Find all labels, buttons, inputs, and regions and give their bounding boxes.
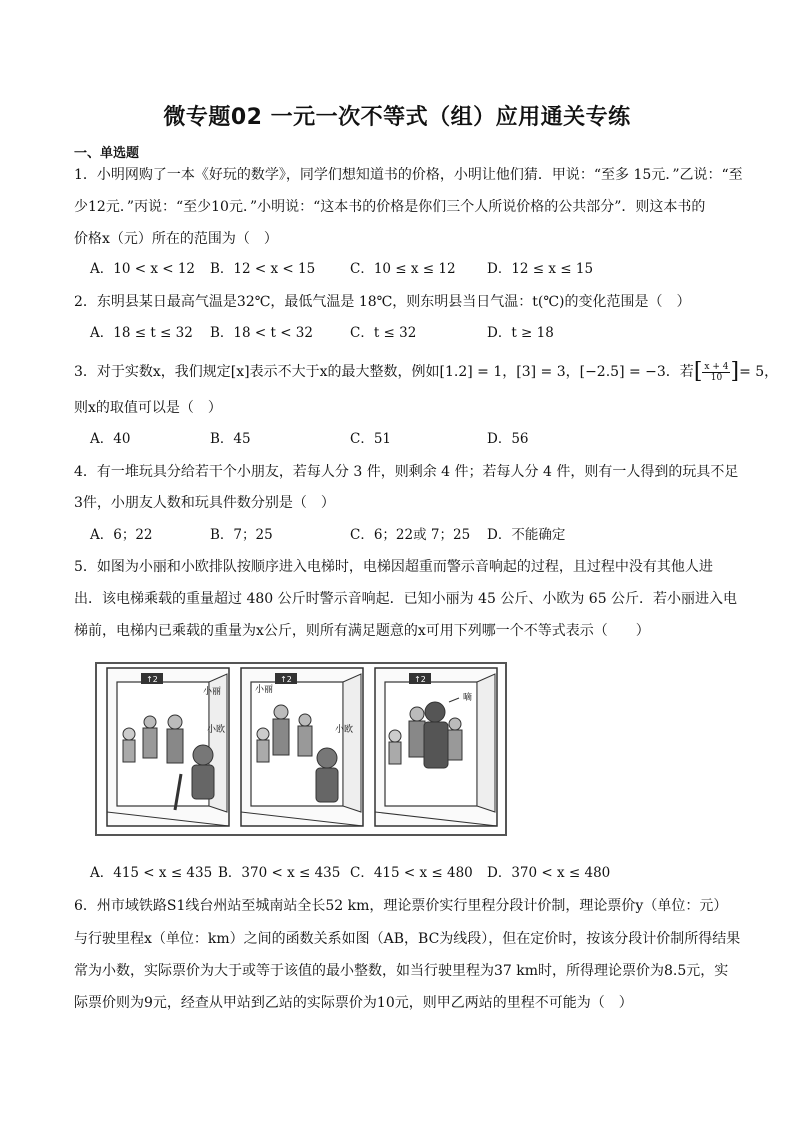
elevator-comic-figure [95, 662, 507, 836]
q4-option-b: B．7；25 [210, 527, 273, 543]
q3-fraction [702, 362, 730, 383]
q6-line-1: 6．州市域铁路S1线台州站至城南站全长52 km，理论票价实行里程分段计价制，理论票价y（单位：元） [74, 898, 728, 914]
figure-label-xiaoou-2: 小欧 [335, 725, 354, 735]
q5-option-c: C．415 < x ≤ 480 [350, 865, 473, 881]
q1-option-a: A．10 < x < 12 [90, 261, 196, 277]
svg-text:↑2: ↑2 [280, 675, 292, 684]
q4-option-a: A．6；22 [90, 527, 153, 543]
figure-label-xiaoli-1: 小丽 [203, 687, 222, 697]
floor-bracket-left: [ [693, 359, 703, 384]
comic-panel-1 [107, 668, 229, 826]
section-heading: 一、单选题 [74, 146, 140, 161]
figure-label-beep: 嘀 [463, 693, 473, 703]
q3-option-b: B．45 [210, 431, 251, 447]
q5-line-2: 出．该电梯乘载的重量超过 480 公斤时警示音响起．已知小丽为 45 公斤、小欧为 65 公斤．若小丽进入电 [74, 591, 738, 607]
figure-label-xiaoou-1: 小欧 [207, 725, 226, 735]
q3-option-d: D．56 [487, 431, 529, 447]
q6-line-2: 与行驶里程x（单位：km）之间的函数关系如图（AB，BC为线段），但在定价时，按该分段计价制所得结果 [74, 931, 741, 947]
q3-fraction-denominator: 10 [710, 372, 723, 383]
q3-line-1 [74, 361, 778, 383]
q5-line-3: 梯前，电梯内已乘载的重量为x公斤，则所有满足题意的x可用下列哪一个不等式表示（ ） [74, 623, 650, 639]
q4-option-d: D．不能确定 [487, 527, 566, 543]
q4-line-1: 4．有一堆玩具分给若干个小朋友，若每人分 3 件，则剩余 4 件；若每人分 4 件，则有一人得到的玩具不足 [74, 464, 739, 480]
q5-option-b: B．370 < x ≤ 435 [218, 865, 341, 881]
q3-option-a: A．40 [90, 431, 131, 447]
q6-line-4: 际票价则为9元，经查从甲站到乙站的实际票价为10元，则甲乙两站的里程不可能为（ ） [74, 995, 633, 1011]
q1-option-d: D．12 ≤ x ≤ 15 [487, 261, 594, 277]
q1-option-b: B．12 < x < 15 [210, 261, 316, 277]
q3-line-2: 则x的取值可以是（ ） [74, 400, 222, 416]
floor-bracket-right: ] [730, 359, 740, 384]
q3-fraction-numerator: x + 4 [704, 361, 729, 372]
q5-option-d: D．370 < x ≤ 480 [487, 865, 611, 881]
svg-text:↑2: ↑2 [414, 675, 426, 684]
comic-panel-2 [241, 668, 363, 826]
q6-line-3: 常为小数，实际票价为大于或等于该值的最小整数，如当行驶里程为37 km时，所得理论票价为8.5元，实 [74, 963, 729, 979]
q3-option-c: C．51 [350, 431, 392, 447]
q2-option-d: D．t ≥ 18 [487, 325, 554, 341]
q1-line-1: 1．小明网购了一本《好玩的数学》，同学们想知道书的价格，小明让他们猜．甲说：“至多 15元．”乙说：“至 [74, 167, 743, 183]
q1-option-c: C．10 ≤ x ≤ 12 [350, 261, 456, 277]
q5-option-a: A．415 < x ≤ 435 [90, 865, 213, 881]
q5-line-1: 5．如图为小丽和小欧排队按顺序进入电梯时，电梯因超重而警示音响起的过程，且过程中没有其他人进 [74, 559, 713, 575]
q3-line-1-text: 3．对于实数x，我们规定[x]表示不大于x的最大整数，例如[1.2] = 1，[3] = 3，[−2.5] = −3．若 [74, 364, 694, 380]
q3-line-1-tail: = 5， [739, 364, 779, 380]
q4-line-2: 3件，小朋友人数和玩具件数分别是（ ） [74, 495, 335, 511]
q1-line-3: 价格x（元）所在的范围为（ ） [74, 231, 278, 247]
comic-panel-3 [375, 668, 497, 826]
q4-option-c: C．6；22或 7；25 [350, 527, 471, 543]
svg-text:↑2: ↑2 [146, 675, 158, 684]
q2-option-a: A．18 ≤ t ≤ 32 [90, 325, 193, 341]
q2-option-b: B．18 < t < 32 [210, 325, 313, 341]
figure-label-xiaoli-2: 小丽 [255, 685, 274, 695]
page-title: 微专题02 一元一次不等式（组）应用通关专练 [163, 105, 631, 130]
q2-line-1: 2．东明县某日最高气温是32℃，最低气温是 18℃，则东明县当日气温：t(℃)的变化范围是（ ） [74, 294, 691, 310]
q1-line-2: 少12元．”丙说：“至少10元．”小明说：“这本书的价格是你们三个人所说价格的公共部分”．则这本书的 [74, 199, 706, 215]
q2-option-c: C．t ≤ 32 [350, 325, 417, 341]
